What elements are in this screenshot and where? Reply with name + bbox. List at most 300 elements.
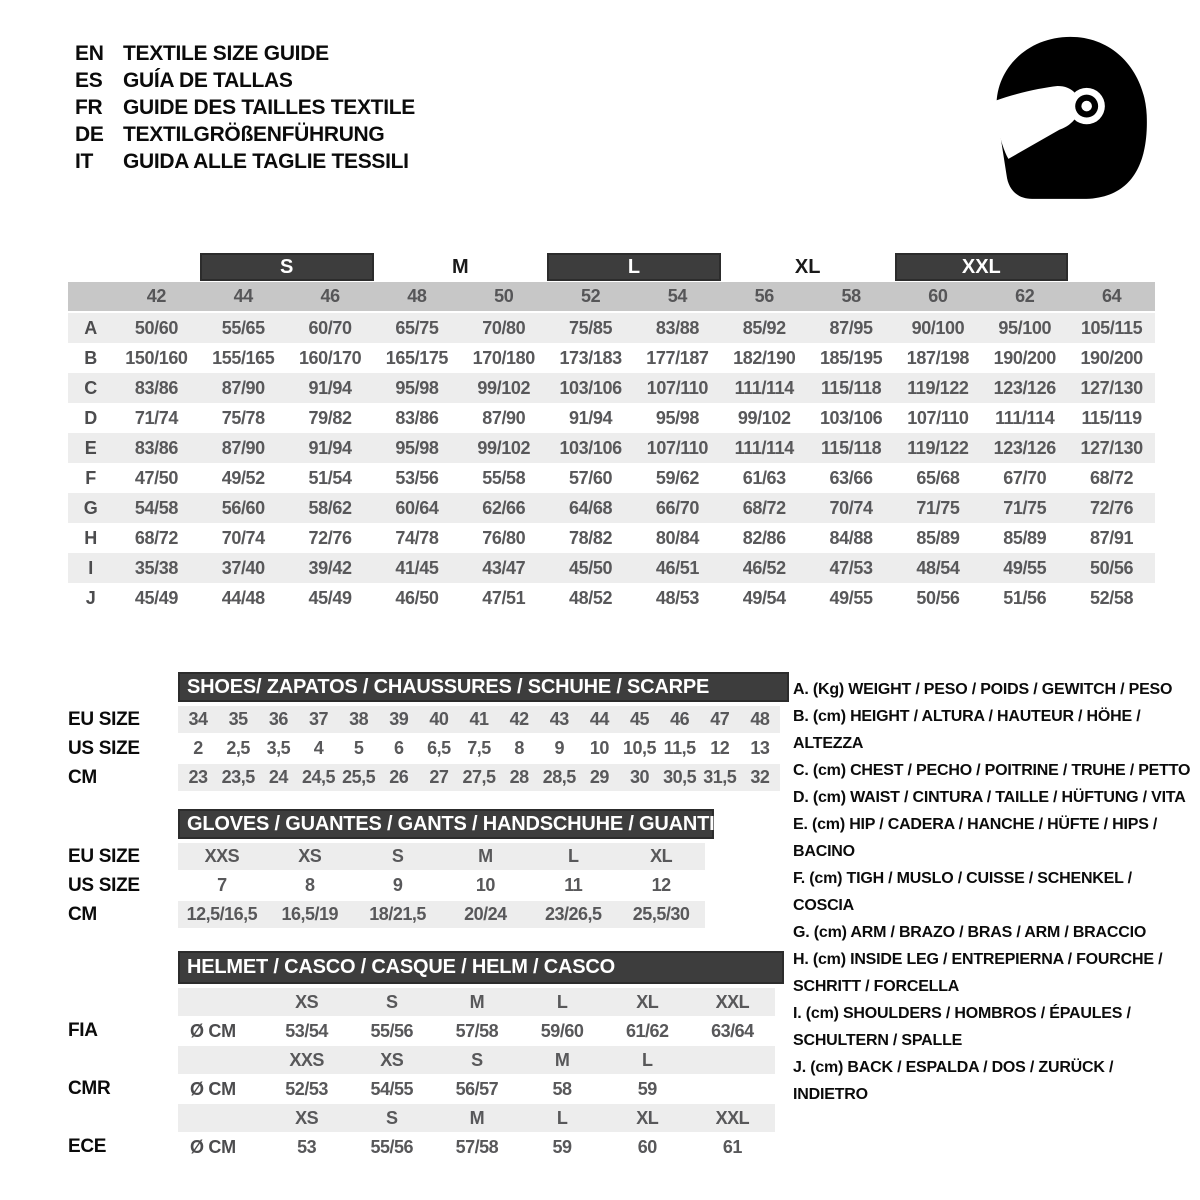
- helmet-size-cell: M: [469, 1107, 485, 1128]
- gloves-gap: [68, 793, 789, 809]
- table-cell: 115/119: [1081, 407, 1142, 428]
- helmet-size-cell: [690, 1046, 775, 1074]
- helmet-values-cells: [178, 1017, 775, 1045]
- table-cell: 64/68: [569, 497, 613, 518]
- helmet-section: [68, 988, 789, 1045]
- table-cell: 45/50: [569, 557, 613, 578]
- helmet-sizes-row: [68, 1104, 789, 1132]
- row-label: H: [84, 527, 97, 548]
- table-cell: 72/76: [308, 527, 352, 548]
- gloves-cell: 16,5/19: [281, 904, 339, 924]
- helmet-value-cell: 59: [552, 1136, 572, 1157]
- shoes-cell: 28: [509, 767, 529, 787]
- table-cell: 56/60: [221, 497, 265, 518]
- shoes-row: [68, 706, 789, 733]
- legend-item: A. (Kg) WEIGHT / PESO / POIDS / GEWITCH / PESO: [793, 681, 1173, 698]
- table-cell: 115/118: [820, 437, 882, 458]
- helmet-size-cell: XXS: [289, 1049, 324, 1070]
- table-cell: 54/58: [134, 497, 178, 518]
- table-cell: 84/88: [829, 527, 873, 548]
- gloves-cell: L: [567, 846, 579, 866]
- language-code: ES: [75, 69, 103, 92]
- shoes-cell: 4: [313, 738, 324, 758]
- shoes-cell: 3,5: [266, 738, 291, 758]
- shoes-title-row: [68, 672, 789, 702]
- table-cell: 123/126: [993, 437, 1056, 458]
- gloves-row-label: EU SIZE: [68, 845, 140, 867]
- table-cell: 111/114: [734, 437, 794, 458]
- table-row: [68, 523, 1155, 553]
- table-cell: 47/50: [134, 467, 178, 488]
- table-cell: 49/54: [742, 587, 786, 608]
- table-cell: 95/98: [395, 437, 439, 458]
- helmet-unit-label: Ø CM: [190, 1136, 236, 1157]
- size-group-xxl: XXL: [895, 253, 1069, 281]
- helmet-sizes-spacer: [68, 988, 178, 1016]
- helmet-value-cell: 61/62: [625, 1020, 669, 1041]
- row-label: J: [85, 587, 96, 608]
- language-code: EN: [75, 42, 104, 65]
- table-cell: 70/74: [221, 527, 265, 548]
- table-cell: 165/175: [385, 347, 449, 368]
- table-cell: 123/126: [993, 377, 1056, 398]
- table-cell: 61/63: [742, 467, 786, 488]
- size-number: 54: [667, 286, 688, 306]
- helmet-size-cell: XS: [295, 991, 319, 1012]
- gloves-cell: 7: [217, 875, 227, 895]
- gloves-cell: XS: [298, 846, 322, 866]
- table-row: [68, 373, 1155, 403]
- shoes-cell: 23,5: [221, 767, 255, 787]
- shoes-table: [68, 706, 789, 791]
- shoes-cell: 2,5: [226, 738, 250, 758]
- size-group-header-row: [68, 253, 1155, 281]
- language-title: GUÍA DE TALLAS: [123, 69, 293, 92]
- helmet-value-cell: 60: [637, 1136, 657, 1157]
- table-cell: 91/94: [308, 437, 352, 458]
- table-cell: 170/180: [472, 347, 535, 368]
- gloves-row: [68, 901, 789, 928]
- size-number: 50: [494, 286, 514, 306]
- bottom-tables: [68, 672, 789, 1162]
- table-cell: 107/110: [646, 377, 709, 398]
- helmet-values-row: [68, 1017, 789, 1045]
- helmet-value-cell: 58: [552, 1078, 572, 1099]
- legend-item: F. (cm) TIGH / MUSLO / CUISSE / SCHENKEL / COSCIA: [793, 870, 1132, 914]
- size-number: 44: [233, 286, 253, 306]
- table-cell: 155/165: [212, 347, 275, 368]
- helmet-value-cell: 54/55: [370, 1078, 414, 1099]
- helmet-gap: [68, 930, 789, 951]
- helmet-size-cell: S: [471, 1049, 483, 1070]
- helmet-size-cell: XS: [380, 1049, 404, 1070]
- table-cell: 50/56: [916, 587, 960, 608]
- language-row: [75, 94, 415, 121]
- language-title: TEXTILGRÖßENFÜHRUNG: [123, 123, 385, 146]
- shoes-cell: 34: [188, 709, 208, 729]
- helmet-value-cell: 53: [297, 1136, 317, 1157]
- table-cell: 190/200: [1080, 347, 1143, 368]
- table-cell: 99/102: [737, 407, 791, 428]
- table-cell: 35/38: [134, 557, 178, 578]
- table-cell: 74/78: [395, 527, 439, 548]
- table-cell: 127/130: [1080, 437, 1143, 458]
- helmet-value-cell: 63/64: [711, 1020, 754, 1041]
- shoes-cell: 41: [469, 709, 489, 729]
- table-cell: 90/100: [911, 317, 965, 338]
- table-cell: 50/60: [134, 317, 178, 338]
- table-cell: 150/160: [125, 347, 188, 368]
- shoes-cell: 30: [630, 767, 650, 787]
- table-row: [68, 493, 1155, 523]
- gloves-title-row: [68, 809, 789, 839]
- table-cell: 83/88: [655, 317, 699, 338]
- table-cell: 46/51: [655, 557, 699, 578]
- language-row: [75, 121, 415, 148]
- size-number: 46: [320, 286, 340, 306]
- table-row: [68, 583, 1155, 613]
- language-code: DE: [75, 123, 104, 146]
- shoes-cell: 8: [514, 738, 524, 758]
- table-cell: 160/170: [298, 347, 362, 368]
- table-cell: 71/75: [1003, 497, 1047, 518]
- table-cell: 76/80: [482, 527, 526, 548]
- table-cell: 46/50: [395, 587, 439, 608]
- table-cell: 55/65: [221, 317, 265, 338]
- shoes-cell: 32: [750, 767, 770, 787]
- table-cell: 59/62: [655, 467, 699, 488]
- table-cell: 79/82: [308, 407, 352, 428]
- table-cell: 55/58: [482, 467, 526, 488]
- helmet-size-cell: S: [385, 991, 398, 1012]
- shoes-cell: 28,5: [542, 767, 576, 787]
- language-code: IT: [75, 150, 94, 173]
- table-cell: 49/55: [829, 587, 873, 608]
- helmet-sizes-cells: [178, 1104, 775, 1132]
- table-row: [68, 403, 1155, 433]
- table-cell: 63/66: [829, 467, 873, 488]
- table-cell: 70/74: [829, 497, 873, 518]
- language-code: FR: [75, 96, 103, 119]
- helmet-section: [68, 1046, 789, 1103]
- shoes-cell: 26: [389, 767, 409, 787]
- helmet-values-cells: [178, 1133, 775, 1161]
- table-cell: 57/60: [569, 467, 613, 488]
- shoes-cell: 43: [549, 709, 569, 729]
- helmet-value-cell: 59: [637, 1078, 657, 1099]
- helmet-unit-spacer: [178, 1104, 264, 1132]
- table-row: [68, 313, 1155, 343]
- shoes-cell: 27: [429, 767, 449, 787]
- table-cell: 48/54: [916, 557, 960, 578]
- helmet-sizes-row: [68, 1046, 789, 1074]
- table-cell: 173/183: [559, 347, 622, 368]
- table-cell: 111/114: [995, 407, 1055, 428]
- table-cell: 71/75: [916, 497, 960, 518]
- table-cell: 83/86: [134, 437, 178, 458]
- table-cell: 49/52: [221, 467, 265, 488]
- shoes-cell: 25,5: [342, 767, 376, 787]
- table-cell: 70/80: [482, 317, 526, 338]
- gloves-cell: 11: [564, 875, 583, 895]
- helmet-standard-label: FIA: [68, 1020, 98, 1041]
- shoes-cell: 23: [188, 767, 208, 787]
- gloves-row-cells: [178, 843, 705, 870]
- shoes-cell: 13: [750, 738, 770, 758]
- table-cell: 87/91: [1090, 527, 1134, 548]
- row-label: C: [84, 377, 97, 398]
- table-cell: 83/86: [395, 407, 439, 428]
- helmet-value-cell: 56/57: [455, 1078, 499, 1099]
- shoes-cell: 12: [710, 738, 730, 758]
- shoes-row: [68, 764, 789, 791]
- table-row: [68, 433, 1155, 463]
- row-label: F: [85, 467, 96, 488]
- gloves-cell: 18/21,5: [369, 904, 426, 924]
- language-title-list: [75, 40, 415, 175]
- helmet-size-cell: M: [469, 991, 485, 1012]
- size-number: 64: [1101, 286, 1122, 306]
- helmet-size-cell: S: [385, 1107, 398, 1128]
- legend-item: I. (cm) SHOULDERS / HOMBROS / ÉPAULES / SCHULTERN / SPALLE: [793, 1005, 1131, 1049]
- size-number: 58: [841, 286, 861, 306]
- table-cell: 52/58: [1090, 587, 1134, 608]
- legend-item: H. (cm) INSIDE LEG / ENTREPIERNA / FOURCHE / SCHRITT / FORCELLA: [793, 951, 1163, 995]
- size-number: 48: [407, 286, 427, 306]
- table-cell: 49/55: [1003, 557, 1047, 578]
- helmet-size-cell: XL: [636, 1107, 659, 1128]
- shoes-cell: 30,5: [663, 767, 697, 787]
- table-cell: 43/47: [482, 557, 526, 578]
- legend-item: B. (cm) HEIGHT / ALTURA / HAUTEUR / HÖHE / ALTEZZA: [793, 708, 1141, 752]
- shoes-cell: 9: [554, 738, 565, 758]
- shoes-cell: 31,5: [703, 767, 737, 787]
- table-cell: 67/70: [1003, 467, 1047, 488]
- shoes-row-cells: [178, 706, 780, 733]
- shoes-title-bar: SHOES/ ZAPATOS / CHAUSSURES / SCHUHE / SCARPE: [178, 672, 789, 702]
- helmet-values-cells: [178, 1075, 775, 1103]
- gloves-row: [68, 843, 789, 870]
- shoes-cell: 29: [589, 767, 609, 787]
- table-cell: 107/110: [907, 407, 969, 428]
- shoes-cell: 48: [750, 709, 770, 729]
- helmet-size-cell: XXL: [715, 991, 750, 1012]
- shoes-cell: 5: [353, 738, 364, 758]
- table-cell: 95/100: [998, 317, 1052, 338]
- table-cell: 190/200: [993, 347, 1056, 368]
- row-label: B: [84, 347, 97, 368]
- table-cell: 182/190: [733, 347, 796, 368]
- size-number-row: [68, 282, 1155, 311]
- shoes-cell: 10,5: [623, 738, 657, 758]
- helmet-size-cell: M: [554, 1049, 570, 1070]
- helmet-size-cell: XS: [295, 1107, 319, 1128]
- table-cell: 91/94: [569, 407, 613, 428]
- table-cell: 85/89: [916, 527, 960, 548]
- table-cell: 58/62: [308, 497, 352, 518]
- shoes-cell: 45: [630, 709, 650, 729]
- helmet-value-cell: 59/60: [540, 1020, 584, 1041]
- helmet-sizes-spacer: [68, 1104, 178, 1132]
- shoes-cell: 27,5: [462, 767, 496, 787]
- table-cell: 105/115: [1080, 317, 1143, 338]
- helmet-value-cell: 61: [722, 1136, 742, 1157]
- table-cell: 37/40: [221, 557, 265, 578]
- helmet-sizes-cells: [178, 988, 775, 1016]
- table-cell: 47/51: [482, 587, 526, 608]
- table-cell: 85/92: [742, 317, 786, 338]
- size-group-spacer: [68, 253, 200, 281]
- helmet-size-cell: L: [556, 1107, 568, 1128]
- size-number: 62: [1015, 286, 1035, 306]
- table-cell: 41/45: [395, 557, 439, 578]
- helmet-value-cell: 55/56: [370, 1136, 414, 1157]
- shoes-row-label: CM: [68, 766, 97, 788]
- table-cell: 48/52: [569, 587, 613, 608]
- table-cell: 99/102: [477, 437, 531, 458]
- language-row: [75, 40, 415, 67]
- table-cell: 44/48: [221, 587, 265, 608]
- helmet-standard-label: ECE: [68, 1136, 107, 1157]
- shoes-row: [68, 735, 789, 762]
- helmet-title-spacer: [68, 951, 178, 984]
- table-cell: 45/49: [134, 587, 178, 608]
- table-cell: 71/74: [134, 407, 178, 428]
- helmet-size-cell: L: [556, 991, 568, 1012]
- shoes-cell: 10: [589, 738, 609, 758]
- shoes-cell: 6,5: [427, 738, 451, 758]
- gloves-cell: 23/26,5: [544, 904, 602, 924]
- table-cell: 82/86: [742, 527, 786, 548]
- table-cell: 103/106: [559, 437, 622, 458]
- shoes-row-cells: [178, 735, 780, 762]
- helmet-value-cell: 53/54: [285, 1020, 328, 1041]
- gloves-row: [68, 872, 789, 899]
- gloves-row-cells: [178, 872, 705, 899]
- table-cell: 99/102: [477, 377, 531, 398]
- gloves-cell: 12,5/16,5: [186, 904, 258, 924]
- helmet-values-row: [68, 1075, 789, 1103]
- table-cell: 75/85: [569, 317, 613, 338]
- language-row: [75, 148, 415, 175]
- helmet-section: [68, 1104, 789, 1161]
- table-cell: 83/86: [134, 377, 178, 398]
- table-cell: 45/49: [308, 587, 352, 608]
- legend-item: E. (cm) HIP / CADERA / HANCHE / HÜFTE / HIPS / BACINO: [793, 816, 1158, 860]
- helmet-size-cell: L: [641, 1049, 653, 1070]
- table-row: [68, 553, 1155, 583]
- helmet-value-cell: 57/58: [455, 1020, 499, 1041]
- language-title: TEXTILE SIZE GUIDE: [123, 42, 329, 65]
- row-label: I: [88, 557, 93, 578]
- helmet-table: [68, 988, 789, 1161]
- gloves-row-label: US SIZE: [68, 874, 140, 896]
- table-cell: 68/72: [1090, 467, 1134, 488]
- gloves-cell: M: [478, 846, 493, 866]
- table-cell: 66/70: [655, 497, 699, 518]
- shoes-cell: 42: [509, 709, 529, 729]
- shoes-cell: 39: [389, 709, 409, 729]
- table-cell: 65/68: [916, 467, 960, 488]
- legend-item: G. (cm) ARM / BRAZO / BRAS / ARM / BRACCIO: [793, 924, 1147, 941]
- legend-item: C. (cm) CHEST / PECHO / POITRINE / TRUHE / PETTO: [793, 762, 1191, 779]
- table-cell: 87/90: [221, 437, 265, 458]
- helmet-title-row: [68, 951, 789, 984]
- table-cell: 185/195: [819, 347, 883, 368]
- gloves-row-label: CM: [68, 903, 97, 925]
- table-cell: 51/54: [308, 467, 352, 488]
- table-cell: 48/53: [655, 587, 699, 608]
- table-cell: 95/98: [395, 377, 439, 398]
- table-cell: 85/89: [1003, 527, 1047, 548]
- shoes-row-label: EU SIZE: [68, 708, 140, 730]
- helmet-sizes-cells: [178, 1046, 775, 1074]
- shoes-cell: 24,5: [301, 767, 335, 787]
- table-cell: 53/56: [395, 467, 439, 488]
- size-group-s: S: [200, 253, 374, 281]
- helmet-size-cell: XXL: [715, 1107, 750, 1128]
- table-cell: 95/98: [655, 407, 699, 428]
- table-cell: 72/76: [1090, 497, 1134, 518]
- table-cell: 78/82: [569, 527, 613, 548]
- table-cell: 111/114: [734, 377, 794, 398]
- table-cell: 103/106: [819, 407, 883, 428]
- gloves-row-cells: [178, 901, 705, 928]
- helmet-unit-spacer: [178, 1046, 264, 1074]
- helmet-unit-label: Ø CM: [190, 1078, 236, 1099]
- row-label: G: [83, 497, 98, 518]
- table-cell: 103/106: [559, 377, 622, 398]
- table-cell: 87/90: [482, 407, 526, 428]
- shoes-cell: 6: [393, 738, 404, 758]
- shoes-cell: 11,5: [663, 738, 696, 758]
- row-label: E: [84, 437, 97, 458]
- helmet-unit-label: Ø CM: [190, 1020, 236, 1041]
- helmet-standard-label: CMR: [68, 1078, 111, 1099]
- table-cell: 119/122: [907, 437, 969, 458]
- shoes-cell: 2: [193, 738, 203, 758]
- gloves-cell: XL: [650, 846, 673, 866]
- shoes-cell: 36: [268, 709, 288, 729]
- table-cell: 62/66: [482, 497, 526, 518]
- shoes-cell: 46: [670, 709, 690, 729]
- table-cell: 127/130: [1080, 377, 1143, 398]
- gloves-cell: 25,5/30: [632, 904, 690, 924]
- helmet-title-bar: HELMET / CASCO / CASQUE / HELM / CASCO: [178, 951, 784, 984]
- size-group-xl: XL: [721, 253, 895, 281]
- size-number-spacer: [68, 282, 113, 311]
- shoes-row-label: US SIZE: [68, 737, 140, 759]
- helmet-values-row: [68, 1133, 789, 1161]
- table-cell: 119/122: [907, 377, 969, 398]
- gloves-cell: XXS: [204, 846, 240, 866]
- shoes-row-cells: [178, 764, 780, 791]
- helmet-size-cell: XL: [636, 991, 659, 1012]
- shoes-cell: 35: [228, 709, 248, 729]
- shoes-cell: 38: [349, 709, 369, 729]
- table-cell: 187/198: [906, 347, 970, 368]
- size-group-m: M: [374, 253, 548, 281]
- table-cell: 107/110: [646, 437, 709, 458]
- language-row: [75, 67, 415, 94]
- row-label: A: [84, 317, 97, 338]
- table-cell: 68/72: [742, 497, 786, 518]
- helmet-value-cell: 52/53: [285, 1078, 328, 1099]
- table-cell: 60/70: [308, 317, 352, 338]
- shoes-title-spacer: [68, 672, 178, 702]
- shoes-cell: 44: [589, 709, 609, 729]
- gloves-cell: 10: [475, 875, 495, 895]
